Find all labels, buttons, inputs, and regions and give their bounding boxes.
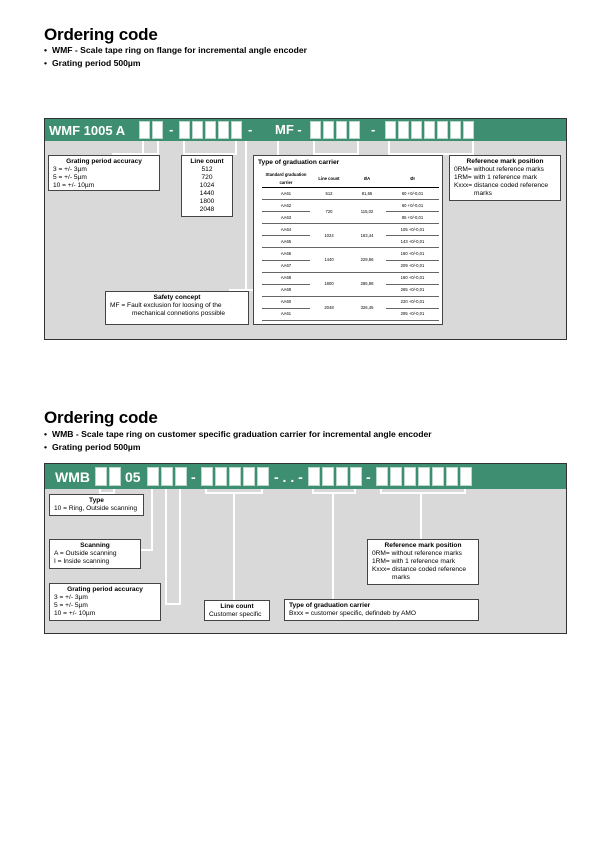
table-cell: AA68 [262, 272, 310, 284]
connector-line [141, 549, 153, 551]
section1-heading: Ordering code [44, 25, 158, 44]
code-dash: - [248, 122, 253, 137]
table-cell: 265 +0/-0,01 [386, 284, 439, 296]
code-cell [147, 467, 159, 486]
code-cell [175, 467, 187, 486]
code-cell [229, 467, 241, 486]
code-cell [95, 467, 107, 486]
connector-line [245, 141, 247, 291]
grating-period-title: Grating period accuracy [66, 158, 142, 165]
section2-bullet-1: • WMB - Scale tape ring on customer specific graduation carrier for incremental angle encoder [44, 429, 432, 439]
code-cell [411, 121, 422, 139]
code-dash: - [366, 469, 371, 485]
table-cell: 720 [310, 200, 348, 224]
reference-mark-option: 0RM= without reference marks [372, 550, 462, 557]
table-cell: AA66 [262, 248, 310, 260]
line-count-option: 2048 [199, 206, 215, 213]
code-dash: - [371, 122, 376, 137]
table-cell: AA63 [262, 212, 310, 224]
grating-period-box [49, 583, 161, 621]
table-cell: AA67 [262, 260, 310, 272]
table-row [262, 188, 439, 200]
grating-option: 3 = +/- 3µm [53, 166, 87, 173]
table-cell: AA64 [262, 224, 310, 236]
grating-option: 3 = +/- 3µm [54, 594, 88, 601]
table-cell: 326,45 [348, 296, 386, 320]
line-count-option: 1024 [199, 182, 215, 189]
table-cell: 163,44 [348, 224, 386, 248]
table-header: Standard graduation carrier [262, 170, 310, 188]
table-cell: 1024 [310, 224, 348, 248]
table-cell: 286,98 [348, 272, 386, 296]
line-count-option: 720 [201, 174, 213, 181]
code-dash: - [169, 122, 174, 137]
graduation-carrier-box [253, 155, 443, 325]
code-cell [450, 121, 461, 139]
table-row [262, 272, 439, 284]
reference-mark-option: 1RM= with 1 reference mark [372, 558, 456, 565]
table-cell: 209 +0/-0,01 [386, 260, 439, 272]
line-count-box [181, 155, 233, 217]
code-cell [205, 121, 216, 139]
connector-line [332, 492, 334, 600]
connector-line [312, 492, 356, 494]
scanning-option: A = Outside scanning [54, 550, 117, 557]
code-cell [257, 467, 269, 486]
table-cell: AA60 [262, 296, 310, 308]
table-row [262, 200, 439, 212]
table-cell: 143 +0/-0,01 [386, 236, 439, 248]
table-cell: 60 +0/-0,01 [386, 200, 439, 212]
grating-option: 10 = +/- 10µm [54, 610, 96, 617]
code-cell [192, 121, 203, 139]
grating-option: 5 = +/- 5µm [54, 602, 88, 609]
table-cell: AA69 [262, 284, 310, 296]
code-cell [109, 467, 121, 486]
code-cell [385, 121, 396, 139]
code-cell [376, 467, 388, 486]
connector-line [165, 603, 181, 605]
table-cell: AA61 [262, 188, 310, 200]
table-cell: 85 +0/-0,01 [386, 212, 439, 224]
reference-mark-option: 1RM= with 1 reference mark [454, 174, 538, 181]
section2-panel [44, 463, 567, 634]
grating-period-title: Grating period accuracy [67, 586, 143, 593]
code-cell [308, 467, 320, 486]
table-cell: 60 +0/-0,01 [386, 188, 439, 200]
table-row [262, 296, 439, 308]
type-option: 10 = Ring, Outside scanning [54, 505, 138, 512]
code-cell [152, 121, 163, 139]
code-cell [243, 467, 255, 486]
table-row [262, 248, 439, 260]
grating-option: 10 = +/- 10µm [53, 182, 95, 189]
graduation-carrier-title: Type of graduation carrier [258, 159, 340, 166]
table-header: ØI [386, 170, 439, 188]
section1-bullet-1: • WMF - Scale tape ring on flange for incremental angle encoder [44, 45, 307, 55]
connector-line [165, 489, 167, 605]
code-cell [139, 121, 150, 139]
line-count-option: Customer specific [209, 611, 262, 618]
code-cell [201, 467, 213, 486]
code-dash: - [191, 469, 196, 485]
graduation-carrier-option: Bxxx = customer specific, defindeb by AMO [289, 610, 416, 617]
code-cell [322, 467, 334, 486]
code-cell [349, 121, 360, 139]
code-cell [179, 121, 190, 139]
code-cell [323, 121, 334, 139]
connector-line [380, 492, 466, 494]
code-cell [437, 121, 448, 139]
section1-panel [44, 118, 567, 340]
code-cell [463, 121, 474, 139]
type-title: Type [89, 497, 104, 504]
reference-mark-title: Reference mark position [466, 158, 544, 165]
table-cell: 105 +0/-0,01 [386, 224, 439, 236]
line-count-title: Line count [220, 603, 254, 610]
table-cell: 180 +0/-0,01 [386, 248, 439, 260]
table-cell: AA65 [262, 236, 310, 248]
section2-code-bar [45, 464, 566, 489]
code-cell [336, 121, 347, 139]
table-cell: 220 +0/-0,01 [386, 296, 439, 308]
code-cell [446, 467, 458, 486]
code-dots: - . . - [274, 469, 303, 485]
table-cell: 512 [310, 188, 348, 200]
code-cell [432, 467, 444, 486]
code-cell [231, 121, 242, 139]
table-cell: AA62 [262, 200, 310, 212]
scanning-option: I = Inside scanning [54, 558, 110, 565]
reference-mark-option: 0RM= without reference marks [454, 166, 544, 173]
reference-mark-option: Kxxx= distance coded reference marks [372, 566, 467, 581]
code-cell [460, 467, 472, 486]
table-row [262, 224, 439, 236]
type-box [49, 494, 144, 516]
line-count-option: 512 [201, 166, 213, 173]
code-05: 05 [125, 469, 141, 485]
table-header: ØA [348, 170, 386, 188]
line-count-box [204, 600, 270, 621]
table-cell: 1440 [310, 248, 348, 272]
table-cell: 180 +0/-0,01 [386, 272, 439, 284]
table-cell: AA61 [262, 308, 310, 320]
reference-mark-option: Kxxx= distance coded reference marks [454, 182, 549, 197]
code-cell [424, 121, 435, 139]
safety-concept-option: MF = Fault exclusion for loosing of the mechanical connetions possible [110, 302, 226, 317]
reference-mark-box [367, 539, 479, 585]
line-count-title: Line count [190, 158, 224, 165]
section2-heading: Ordering code [44, 408, 158, 427]
grating-option: 5 = +/- 5µm [53, 174, 87, 181]
section2-code-prefix: WMB [55, 469, 90, 485]
section2-bullet-2: • Grating period 500µm [44, 442, 141, 452]
reference-mark-box [449, 155, 561, 201]
safety-concept-title: Safety concept [153, 294, 201, 301]
table-cell: 295 +0/-0,01 [386, 308, 439, 320]
section1-code-prefix: WMF 1005 A [49, 123, 126, 138]
table-cell: 2048 [310, 296, 348, 320]
graduation-carrier-table [262, 170, 439, 321]
table-cell: 115,02 [348, 200, 386, 224]
connector-line [179, 489, 181, 605]
line-count-option: 1440 [199, 190, 215, 197]
table-cell: 229,66 [348, 248, 386, 272]
table-cell: 81,65 [348, 188, 386, 200]
safety-concept-box [105, 291, 249, 325]
graduation-carrier-box [284, 599, 479, 621]
connector-line [151, 489, 153, 551]
code-cell [418, 467, 430, 486]
section1-bullet-2: • Grating period 500µm [44, 58, 141, 68]
table-header: Line count [310, 170, 348, 188]
table-cell: 1800 [310, 272, 348, 296]
code-mf: MF - [275, 122, 302, 137]
reference-mark-title: Reference mark position [384, 542, 462, 549]
code-cell [310, 121, 321, 139]
line-count-option: 1800 [199, 198, 215, 205]
code-cell [161, 467, 173, 486]
code-cell [390, 467, 402, 486]
connector-line [233, 492, 235, 600]
connector-line [420, 492, 422, 539]
grating-period-box [48, 155, 160, 191]
graduation-carrier-title: Type of graduation carrier [289, 602, 371, 609]
code-cell [398, 121, 409, 139]
code-cell [404, 467, 416, 486]
scanning-box [49, 539, 141, 569]
code-cell [218, 121, 229, 139]
code-cell [336, 467, 348, 486]
scanning-title: Scanning [80, 542, 110, 549]
code-cell [215, 467, 227, 486]
code-cell [350, 467, 362, 486]
